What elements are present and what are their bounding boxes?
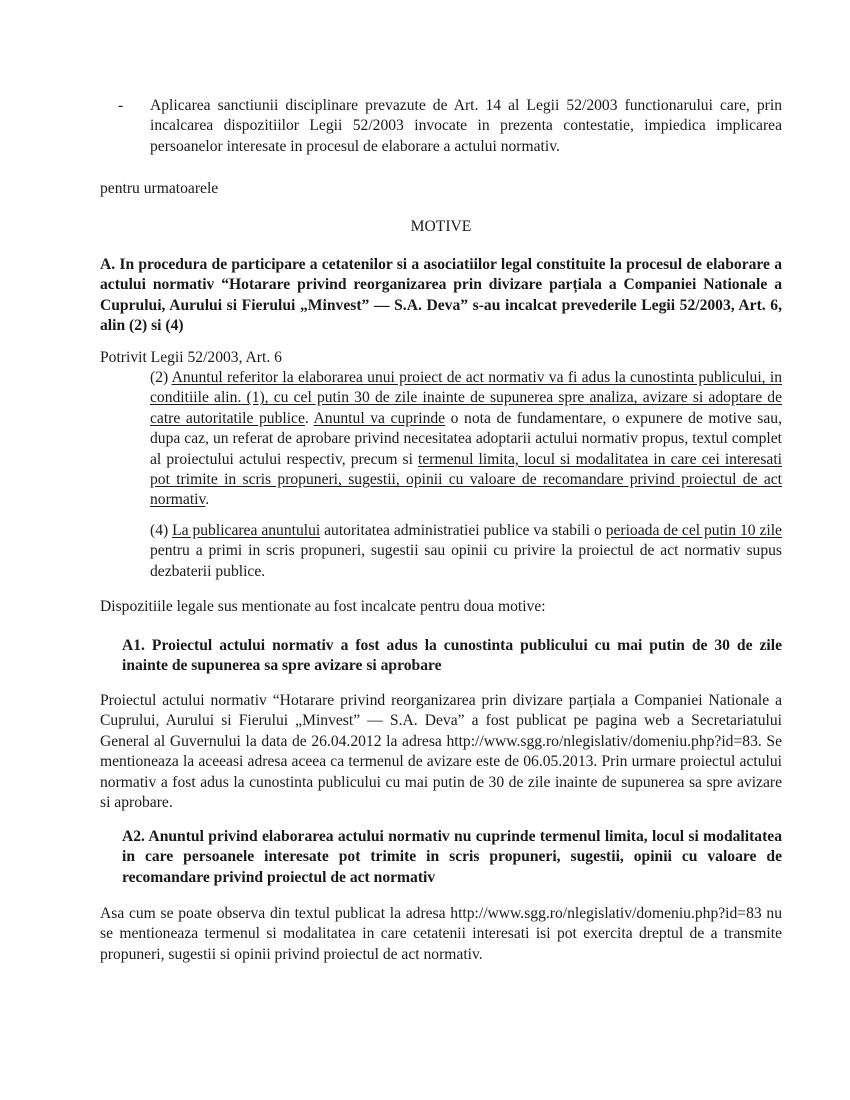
alin-4-underlined-1: La publicarea anuntului: [172, 522, 321, 539]
a2-heading: A2. Anuntul privind elaborarea actului normativ nu cuprinde termenul limita, locul si modalitatea in care persoanele interesate pot trimite in scris propuneri, sugestii, opinii cu valoare de recomandare privind proiectul de act normativ: [122, 828, 782, 886]
section-a-heading: A. In procedura de participare a cetatenilor si a asociatiilor legal constituite la procesul de elaborare a actului normativ “Hotarare privind reorganizarea prin divizare parțiala a Companiei Nationale a Cuprului, Aurului si Fierului „Minvest” — S.A. Deva” s-au incalcat prevederile Legii 52/2003, Art. 6, alin (2) si (4): [100, 256, 782, 335]
sanction-bullet: [118, 96, 782, 157]
alin-2-underlined-3: termenul limita, locul si modalitatea in care cei interesati pot trimite in scris propuneri, sugestii, opinii cu valoare de recomandare privind proiectul de act normativ: [150, 450, 782, 509]
alin-2-underlined-1: Anuntul referitor la elaborarea unui proiect de act normativ va fi adus la cunostinta publicului, in conditiile alin. (1), cu cel putin 30 de zile inainte de supunerea spre analiza, avizare si adoptare de catre autoritatile publice: [150, 369, 782, 427]
bullet-text: Aplicarea sanctiunii disciplinare prevazute de Art. 14 al Legii 52/2003 functionarului care, prin incalcarea dispozitiilor Legii 52/2003 invocate in prezenta contestatie, impiedica implicarea persoanelor interesate in procesul de elaborare a actului normativ.: [150, 97, 782, 155]
bullet-dash: -: [118, 97, 124, 114]
alin-2-number: (2): [150, 369, 172, 386]
alin-2-text-2: o nota de fundamentare, o expunere de motive sau, dupa caz, un referat de aprobare privind necesitatea adoptarii actului normativ propus, textul complet al proiectului actului respectiv, precum si: [150, 409, 782, 468]
alin-4-text-2: pentru a primi in scris propuneri, sugestii sau opinii cu privire la proiectul de act normativ supus dezbaterii publice.: [150, 542, 782, 580]
alin-2-text-1: .: [304, 409, 314, 427]
alin-4-number: (4): [150, 522, 173, 539]
a1-body: Proiectul actului normativ “Hotarare privind reorganizarea prin divizare parțiala a Companiei Nationale a Cuprului, Aurului si Fierului „Minvest” — S.A. Deva” a fost publicat pe pagina web a Secretariatului General al Guvernului la data de 26.04.2012 la adresa http://www.sgg.ro/nlegislativ/domeniu.php?id=83. Se mentioneaza la aceeasi adresa aceea ca termenul de avizare este de 06.05.2013. Prin urmare proiectul actului normativ a fost adus la cunostinta publicului cu mai putin de 30 de zile inainte de supunerea sa spre avizare si aprobare.: [100, 692, 782, 812]
alin-2-text-3: .: [205, 491, 210, 509]
article-6-alin-2: [150, 368, 782, 511]
motive-heading: MOTIVE: [410, 218, 472, 235]
law-intro: Potrivit Legii 52/2003, Art. 6: [100, 349, 282, 366]
a1-heading: A1. Proiectul actului normativ a fost adus la cunostinta publicului cu mai putin de 30 de zile inainte de supunerea sa spre avizare si aprobare: [122, 637, 782, 675]
violations-intro: Dispozitiile legale sus mentionate au fost incalcate pentru doua motive:: [100, 598, 546, 615]
alin-4-underlined-2: perioada de cel putin 10 zile: [605, 522, 782, 539]
article-6-alin-4: [150, 521, 782, 582]
intro-text: pentru urmatoarele: [100, 180, 219, 197]
alin-2-underlined-2: Anuntul va cuprinde: [313, 409, 446, 427]
a2-body: Asa cum se poate observa din textul publicat la adresa http://www.sgg.ro/nlegislativ/domeniu.php?id=83 nu se mentioneaza termenul si modalitatea in care cetatenii interesati isi pot exercita dreptul de a transmite propuneri, sugestii si opinii privind proiectul de act normativ.: [100, 905, 782, 963]
alin-4-text-1: autoritatea administratiei publice va stabili o: [320, 522, 606, 539]
